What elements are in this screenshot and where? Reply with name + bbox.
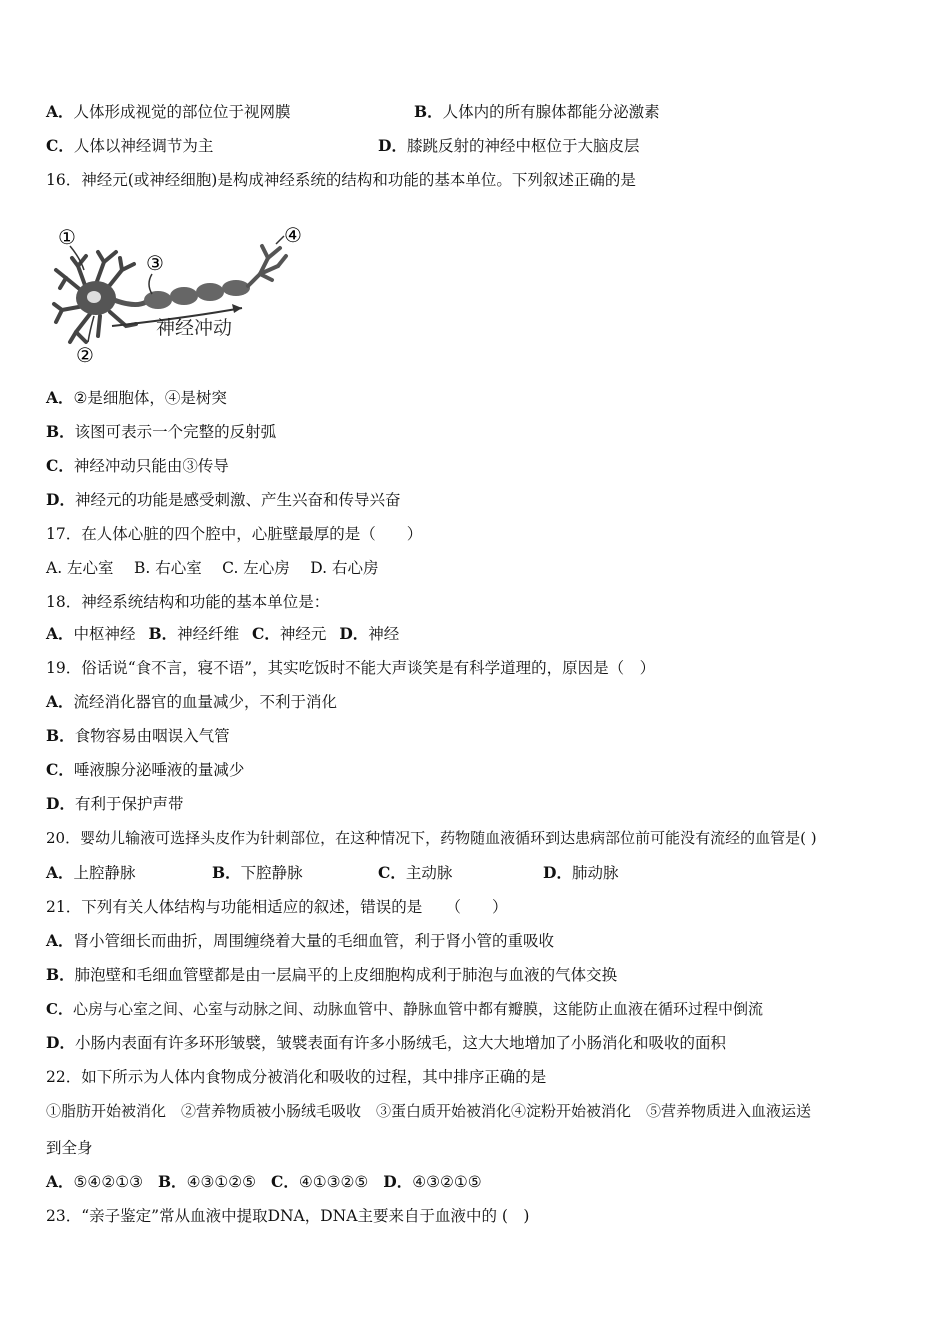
q19-option-c: [46, 760, 244, 780]
option-label: A．: [46, 1172, 74, 1191]
q22-stem: 22．如下所示为人体内食物成分被消化和吸收的过程，其中排序正确的是: [46, 1068, 547, 1086]
q21-option-b: [46, 965, 617, 985]
q20-stem: 20．婴幼儿输液可选择头皮作为针刺部位，在这种情况下，药物随血液循环到达患病部位前可能没有流经的血管是( ): [46, 829, 817, 847]
q16-stem: 16．神经元(或神经细胞)是构成神经系统的结构和功能的基本单位。下列叙述正确的是: [46, 171, 636, 189]
q18-options: [46, 624, 399, 644]
q22-options: [46, 1172, 482, 1192]
q16-option-c: [46, 456, 229, 476]
q20-option-b: [212, 863, 303, 883]
option-label: C．: [252, 624, 280, 643]
q19-option-b: [46, 726, 230, 746]
option-label: A．: [46, 692, 74, 711]
q21-option-d: [46, 1033, 726, 1053]
marker-3: ③: [146, 251, 164, 275]
option-label: B．: [157, 1172, 187, 1191]
option-text: ④③②①⑤: [412, 1173, 482, 1191]
option-label: C．: [46, 456, 74, 475]
option-label: B．: [46, 965, 75, 984]
option-text: 神经: [368, 625, 400, 643]
option-label: D．: [46, 794, 75, 813]
q20-option-c: [378, 863, 452, 883]
option-label: B．: [148, 624, 178, 643]
nucleus: [87, 291, 101, 303]
option-label: B．: [414, 102, 443, 121]
q15-option-c: [46, 136, 213, 156]
option-label: C．: [270, 1172, 299, 1191]
option-label: C．: [46, 136, 74, 155]
q16-option-b: [46, 422, 276, 442]
q19-option-a: [46, 692, 337, 712]
q23-stem: 23．“亲子鉴定”常从血液中提取DNA，DNA主要来自于血液中的 ( ): [46, 1207, 530, 1225]
option-label: A．: [46, 931, 74, 950]
option-text: 肾小管细长而曲折，周围缠绕着大量的毛细血管，利于肾小管的重吸收: [73, 932, 555, 950]
option-text: 肺泡壁和毛细血管壁都是由一层扁平的上皮细胞构成利于肺泡与血液的气体交换: [74, 966, 618, 984]
option-text: 唾液腺分泌唾液的量减少: [73, 761, 245, 779]
option-text: ④③①②⑤: [186, 1173, 257, 1191]
option-label: B．: [46, 726, 75, 745]
myelin-sheath: [144, 280, 250, 309]
q19-stem: 19．俗话说“食不言，寝不语”，其实吃饭时不能大声谈笑是有科学道理的，原因是（ ）: [46, 659, 656, 677]
option-label: C．: [378, 863, 406, 882]
q15-option-b: [414, 102, 660, 122]
option-text: 下腔静脉: [240, 864, 303, 882]
option-label: C．: [46, 760, 74, 779]
option-label: A．: [46, 102, 74, 121]
marker-1: ①: [58, 225, 76, 249]
q21-option-a: [46, 931, 554, 951]
q17-options: A. 左心室 B. 右心室 C. 左心房 D. 右心房: [46, 559, 379, 577]
option-text: 人体以神经调节为主: [73, 137, 214, 155]
q17-stem: 17．在人体心脏的四个腔中，心脏壁最厚的是（ ）: [46, 525, 423, 543]
option-label: B．: [46, 422, 75, 441]
option-label: B．: [212, 863, 241, 882]
option-text: 神经冲动只能由③传导: [73, 457, 229, 475]
q16-option-d: [46, 490, 400, 510]
option-text: 心房与心室之间、心室与动脉之间、动脉血管中、静脉血管中都有瓣膜，这能防止血液在循环过程中倒流: [72, 1000, 763, 1018]
option-label: A．: [46, 863, 74, 882]
q22-steps-line-2: 到全身: [46, 1139, 93, 1157]
option-text: ⑤④②①③: [73, 1173, 144, 1191]
q21-option-c: [46, 999, 763, 1019]
option-text: 主动脉: [405, 864, 453, 882]
option-text: 有利于保护声带: [74, 795, 184, 813]
option-text: ④①③②⑤: [298, 1173, 369, 1191]
option-text: 神经元: [279, 625, 327, 643]
q18-stem: 18．神经系统结构和功能的基本单位是：: [46, 593, 330, 611]
option-text: 神经纤维: [177, 625, 240, 643]
option-label: D．: [46, 1033, 75, 1052]
impulse-caption: 神经冲动: [156, 317, 233, 339]
q20-option-d: [543, 863, 618, 883]
option-text: 神经元的功能是感受刺激、产生兴奋和传导兴奋: [74, 491, 401, 509]
q15-option-d: [378, 136, 639, 156]
option-text: 肺动脉: [571, 864, 619, 882]
option-text: 上腔静脉: [73, 864, 136, 882]
q19-option-d: [46, 794, 183, 814]
marker-2-leader: [88, 316, 94, 342]
option-label: C．: [46, 1000, 73, 1018]
option-label: D．: [383, 1172, 413, 1191]
option-text: 人体形成视觉的部位位于视网膜: [73, 103, 291, 121]
option-label: A．: [46, 624, 74, 643]
option-text: 食物容易由咽误入气管: [74, 727, 230, 745]
impulse-arrow-head: [232, 304, 242, 313]
option-text: 小肠内表面有许多环形皱襞，皱襞表面有许多小肠绒毛，这大大地增加了小肠消化和吸收的面积: [74, 1034, 726, 1052]
option-text: 人体内的所有腺体都能分泌激素: [442, 103, 660, 121]
marker-4-leader: [276, 236, 284, 244]
option-text: 中枢神经: [73, 625, 136, 643]
axon: [114, 300, 146, 305]
q15-option-a: [46, 102, 291, 122]
axon-terminals: [248, 246, 286, 286]
q20-option-a: [46, 863, 136, 883]
option-text: 膝跳反射的神经中枢位于大脑皮层: [406, 137, 640, 155]
marker-4: ④: [284, 223, 302, 247]
neuron-diagram: [46, 218, 316, 368]
option-label: A．: [46, 388, 74, 407]
q16-option-a: [46, 388, 227, 408]
q21-stem: 21．下列有关人体结构与功能相适应的叙述，错误的是 （ ）: [46, 898, 508, 916]
option-label: D．: [46, 490, 75, 509]
marker-3-leader: [149, 274, 152, 294]
marker-2: ②: [76, 343, 94, 367]
option-label: D．: [543, 863, 572, 882]
q22-steps-line-1: ①脂肪开始被消化 ②营养物质被小肠绒毛吸收 ③蛋白质开始被消化④淀粉开始被消化 ⑤营养物质进入血液运送: [46, 1102, 812, 1120]
option-label: D．: [378, 136, 407, 155]
option-label: D．: [339, 624, 369, 643]
option-text: 该图可表示一个完整的反射弧: [74, 423, 277, 441]
option-text: 流经消化器官的血量减少，不利于消化: [73, 693, 338, 711]
option-text: ②是细胞体，④是树突: [73, 389, 227, 407]
